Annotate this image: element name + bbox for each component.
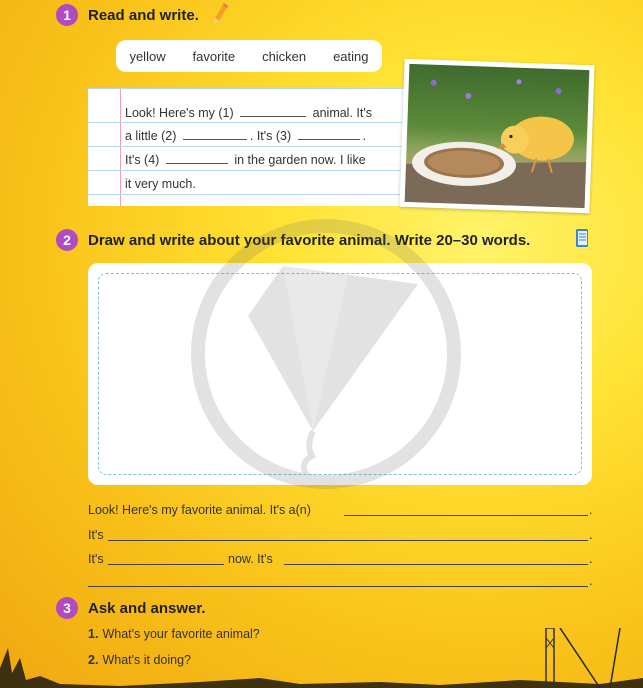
paper-margin-line: [120, 88, 121, 206]
paper-rule: [88, 194, 406, 195]
period: .: [589, 552, 593, 566]
section-2-title: Draw and write about your favorite animal. Write 20–30 words.: [88, 232, 531, 249]
section-2-badge: [56, 229, 78, 251]
paper-rule: [88, 170, 406, 171]
write-line-2: It's: [88, 528, 104, 542]
answer-line[interactable]: [284, 564, 588, 565]
answer-line[interactable]: [88, 586, 588, 587]
period: .: [589, 528, 593, 542]
text-segment: animal. It's: [312, 106, 372, 120]
paragraph-line-1: [125, 106, 372, 120]
grass-silhouette: [0, 628, 643, 688]
word-bank: [116, 40, 382, 72]
text-segment: in the garden now. I like: [234, 153, 366, 167]
write-line-3a: It's: [88, 552, 104, 566]
word-bank-item: yellow: [129, 48, 166, 64]
text-segment: It's (4): [125, 153, 160, 167]
text-segment: Look! Here's my (1): [125, 106, 234, 120]
paragraph-line-3: [125, 153, 366, 167]
answer-line[interactable]: [344, 515, 588, 516]
section-3-title: Ask and answer.: [88, 600, 206, 617]
paper-rule: [88, 122, 406, 123]
text-segment: it very much.: [125, 177, 196, 191]
paper-rule: [88, 146, 406, 147]
write-line-3b: now. It's: [228, 552, 273, 566]
answer-line[interactable]: [108, 564, 224, 565]
blank-1[interactable]: [240, 106, 306, 117]
blank-2[interactable]: [183, 129, 247, 140]
section-number: 3: [63, 600, 71, 616]
blank-3[interactable]: [298, 129, 360, 140]
chick-photo: [399, 59, 594, 214]
text-segment: . It's (3): [249, 129, 292, 143]
lined-paper: [88, 88, 406, 206]
question-text: What's your favorite animal?: [102, 627, 260, 641]
blank-4[interactable]: [166, 153, 228, 164]
chick-photo-art: [405, 64, 590, 208]
period: .: [589, 503, 593, 517]
paragraph-line-2: [125, 129, 366, 143]
section-number: 2: [63, 232, 71, 248]
section-1-title: Read and write.: [88, 7, 199, 24]
pencil-icon: [213, 2, 229, 24]
word-bank-item: chicken: [262, 48, 307, 64]
question-number: 1.: [88, 627, 99, 641]
word-bank-item: favorite: [192, 48, 236, 64]
section-3-badge: [56, 597, 78, 619]
section-1-badge: [56, 4, 78, 26]
paragraph-line-4: [125, 177, 196, 191]
write-line-1: Look! Here's my favorite animal. It's a(n): [88, 503, 311, 517]
section-number: 1: [63, 7, 71, 23]
question-text: What's it doing?: [102, 653, 191, 667]
word-bank-item: eating: [333, 48, 369, 64]
text-segment: .: [362, 129, 367, 143]
question-number: 2.: [88, 653, 99, 667]
kite-watermark: [188, 206, 464, 506]
paper-rule: [88, 88, 406, 89]
answer-line[interactable]: [108, 540, 588, 541]
period: .: [589, 574, 593, 588]
notebook-icon: [574, 228, 590, 248]
text-segment: a little (2): [125, 129, 177, 143]
